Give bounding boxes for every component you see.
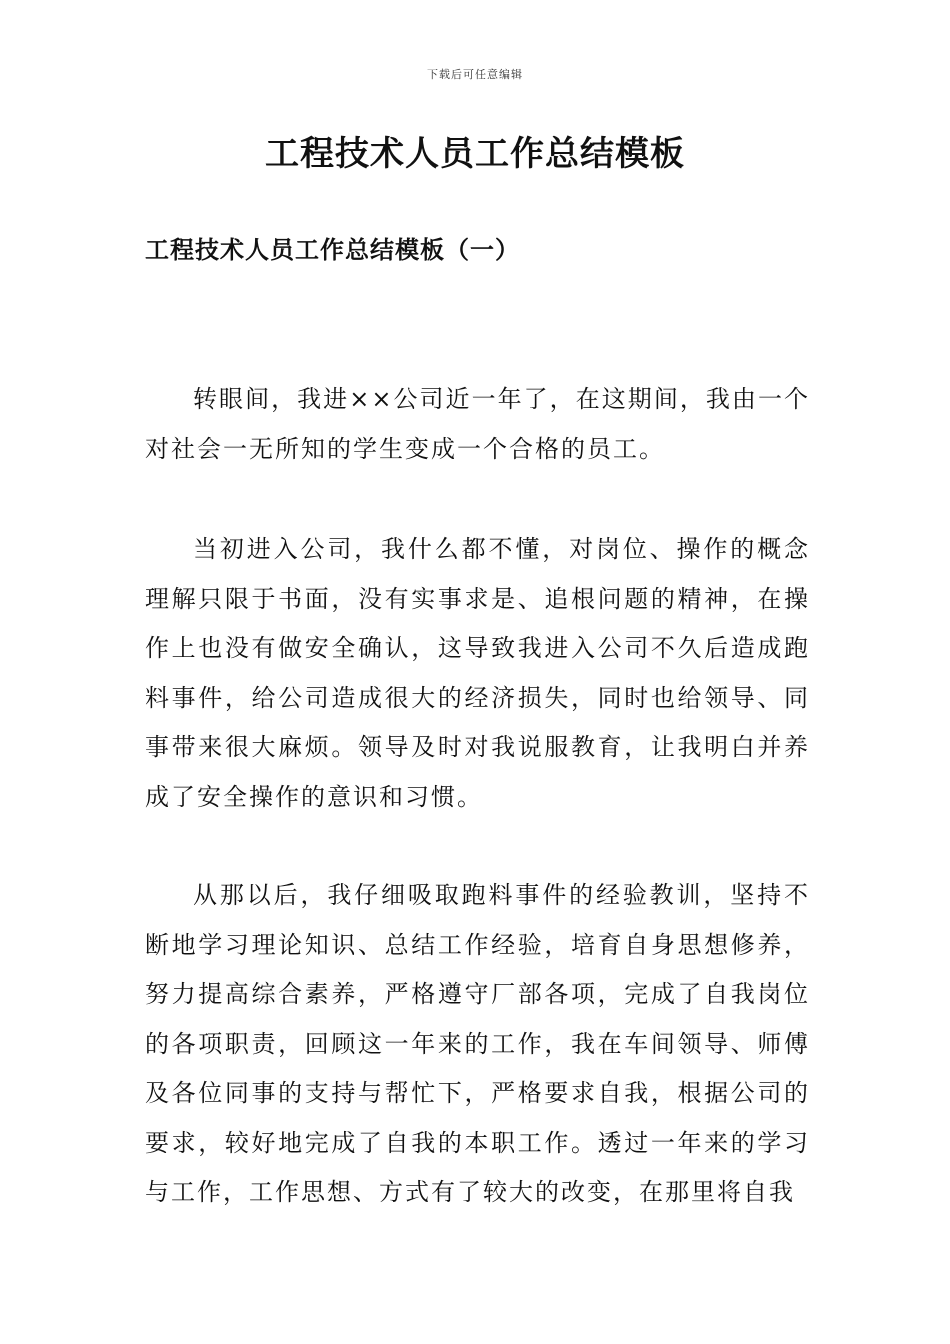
header-note: 下载后可任意编辑 [427,68,523,81]
paragraph: 当初进入公司，我什么都不懂，对岗位、操作的概念理解只限于书面，没有实事求是、追根问题的精神，在操作上也没有做安全确认，这导致我进入公司不久后造成跑料事件，给公司造成很大的经济损失，同时也给领导、同事带来很大麻烦。领导及时对我说服教育，让我明白并养成了安全操作的意识和习惯。 [145,535,810,811]
paragraph: 转眼间，我进××公司近一年了，在这期间，我由一个对社会一无所知的学生变成一个合格的员工。 [145,385,810,463]
document-title: 工程技术人员工作总结模板 [265,134,685,174]
section-title: 工程技术人员工作总结模板（一） [145,235,520,264]
paragraph: 从那以后，我仔细吸取跑料事件的经验教训，坚持不断地学习理论知识、总结工作经验，培育自身思想修养，努力提高综合素养，严格遵守厂部各项，完成了自我岗位的各项职责，回顾这一年来的工作，我在车间领导、师傅及各位同事的支持与帮忙下，严格要求自我，根据公司的要求，较好地完成了自我的本职工作。透过一年来的学习与工作，工作思想、方式有了较大的改变，在那里将自我 [145,881,810,1206]
